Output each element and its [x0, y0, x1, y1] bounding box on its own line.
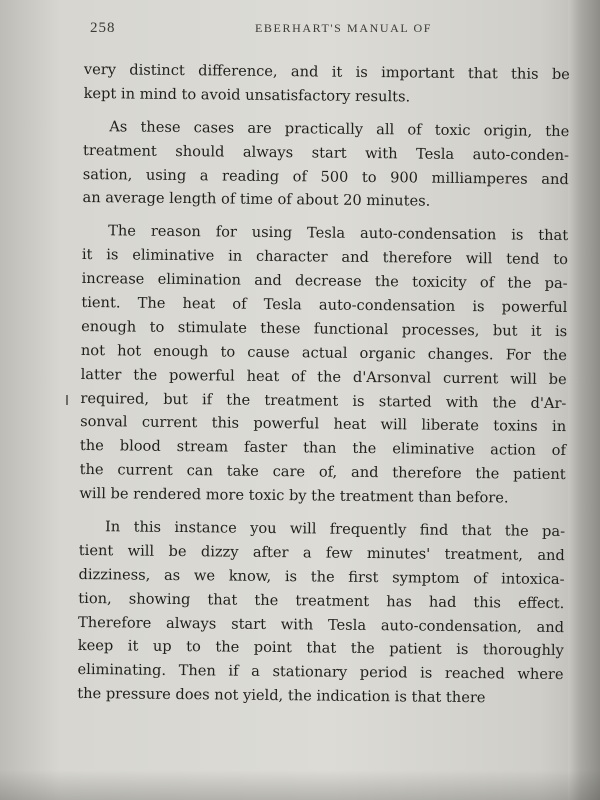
text-line: latter the powerful heat of the d'Arsonval current will be [80, 365, 567, 388]
text-line: it is eliminative in character and therefore will tend to [81, 246, 569, 269]
text-line: sonval current this powerful heat will liberate toxins in [80, 413, 567, 436]
paragraph-3 [79, 219, 568, 511]
text-line: In this instance you will frequently find that the pa- [105, 518, 566, 541]
text-line: required, but if the treatment is started with the d'Ar- [80, 389, 567, 412]
text-line: treatment should always start with Tesla auto-conden- [82, 141, 570, 164]
text-line: enough to stimulate these functional processes, but it is [81, 317, 568, 340]
text-line: Therefore always start with Tesla auto-condensation, and [78, 613, 565, 636]
text-line: will be rendered more toxic by the treatment than before. [79, 485, 509, 507]
text-line: not hot enough to cause actual organic changes. For the [80, 341, 568, 364]
text-line: an average length of time of about 20 minutes. [82, 189, 431, 211]
page-shadow [0, 770, 600, 800]
text-line: The reason for using Tesla auto-condensation is that [108, 222, 569, 245]
text-line: sation, using a reading of 500 to 900 milliamperes and [82, 165, 569, 188]
page-header [0, 18, 560, 42]
text-line: the current can take care of, and therefore the patient [79, 461, 566, 484]
paragraph-4 [77, 515, 565, 711]
text-line: tient. The heat of Tesla auto-condensation is powerful [81, 294, 568, 317]
paragraph-2 [82, 115, 569, 216]
text-line: very distinct difference, and it is important that this be [83, 60, 570, 84]
text-line: keep it up to the point that the patient is thoroughly [77, 637, 564, 660]
page-number: 258 [90, 20, 116, 36]
text-line: the pressure does not yield, the indication is that there [77, 685, 486, 707]
paragraph-1 [83, 58, 569, 111]
text-line: dizziness, as we know, is the first symptom of intoxica- [78, 565, 565, 588]
margin-mark [66, 395, 68, 405]
text-line: As these cases are practically all of toxic origin, the [109, 118, 570, 140]
body-text [77, 58, 570, 720]
text-line: tient will be dizzy after a few minutes' treatment, and [78, 541, 565, 564]
text-line: the blood stream faster than the eliminative action of [79, 437, 567, 460]
text-line: increase elimination and decrease the toxicity of the pa- [81, 270, 568, 293]
text-line: eliminating. Then if a stationary period is reached where [77, 661, 564, 684]
text-line: kept in mind to avoid unsatisfactory results. [83, 84, 411, 106]
text-line: tion, showing that the treatment has had this effect. [78, 589, 565, 612]
page-edge [568, 0, 600, 800]
running-title: EBERHART'S MANUAL OF [255, 21, 433, 35]
